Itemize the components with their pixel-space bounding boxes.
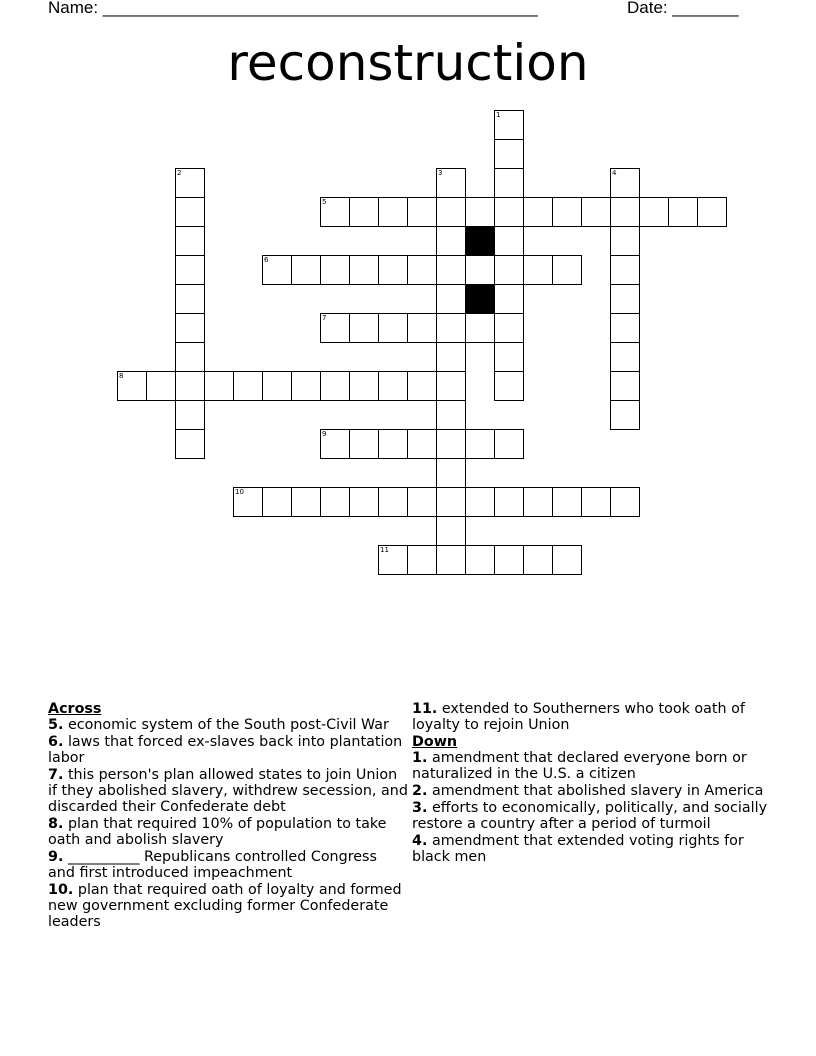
down-clue-4 [412,833,772,865]
clue-number-label: 5 [322,198,327,206]
across-clue-9 [48,849,408,881]
down-heading: Down [412,734,458,750]
grid-cell[interactable] [465,429,495,459]
grid-cell[interactable] [175,342,205,372]
grid-cell[interactable] [436,197,466,227]
grid-cell[interactable] [494,371,524,401]
across-clue-7 [48,767,408,815]
grid-cell[interactable] [262,487,292,517]
grid-cell[interactable] [320,429,350,459]
clue-number-label: 11 [380,546,389,554]
grid-cell[interactable] [697,197,727,227]
clue-text: this person's plan allowed states to join Union if they abolished slavery, withdrew secession, and discarded their Confederate debt [48,767,408,815]
date-field-label: Date: _______ [627,0,739,17]
clues-right-column [412,701,772,866]
grid-cell[interactable] [436,371,466,401]
grid-cell[interactable] [610,342,640,372]
grid-cell[interactable] [349,255,379,285]
grid-cell[interactable] [378,429,408,459]
grid-cell[interactable] [349,487,379,517]
grid-cell[interactable] [175,313,205,343]
across-clue-8 [48,816,408,848]
grid-cell[interactable] [262,255,292,285]
down-clue-1 [412,750,772,782]
grid-cell[interactable] [378,313,408,343]
grid-cell[interactable] [175,400,205,430]
grid-cell[interactable] [494,110,524,140]
grid-cell[interactable] [494,284,524,314]
grid-cell[interactable] [175,255,205,285]
grid-cell[interactable] [610,255,640,285]
clue-text: laws that forced ex-slaves back into plantation labor [48,734,403,766]
clue-text: amendment that extended voting rights for black men [412,833,744,865]
grid-cell[interactable] [436,516,466,546]
grid-cell[interactable] [378,545,408,575]
clue-text: efforts to economically, politically, and socially restore a country after a period of turmoil [412,800,768,832]
clue-number-label: 8 [119,372,124,380]
clue-number: 5. [48,717,64,733]
grid-cell[interactable] [494,197,524,227]
grid-cell[interactable] [494,168,524,198]
clue-text: extended to Southerners who took oath of loyalty to rejoin Union [412,701,745,733]
down-clue-list [412,750,772,865]
grid-cell[interactable] [436,429,466,459]
clues-left-column [48,701,408,931]
grid-cell[interactable] [465,545,495,575]
clue-number-label: 9 [322,430,327,438]
grid-cell[interactable] [349,197,379,227]
grid-cell[interactable] [320,487,350,517]
grid-cell[interactable] [378,371,408,401]
grid-cell[interactable] [175,429,205,459]
clue-text: plan that required oath of loyalty and formed new government excluding former Confederate leaders [48,882,402,930]
puzzle-title: reconstruction [227,34,589,92]
grid-cell[interactable] [291,487,321,517]
grid-cell[interactable] [494,429,524,459]
grid-cell[interactable] [465,255,495,285]
grid-cell[interactable] [233,487,263,517]
grid-cell[interactable] [407,313,437,343]
grid-cell[interactable] [610,168,640,198]
clue-number-label: 6 [264,256,269,264]
grid-cell[interactable] [436,255,466,285]
grid-cell[interactable] [581,487,611,517]
grid-cell[interactable] [117,371,147,401]
clue-number: 10. [48,882,74,898]
across-clue-10 [48,882,408,930]
grid-cell[interactable] [610,371,640,401]
grid-cell[interactable] [349,429,379,459]
grid-cell[interactable] [349,371,379,401]
clue-number-label: 4 [612,169,617,177]
clue-number-label: 3 [438,169,443,177]
grid-cell[interactable] [610,284,640,314]
grid-cell[interactable] [494,313,524,343]
across-clue-list [48,717,408,930]
grid-cell[interactable] [494,545,524,575]
down-clue-3 [412,800,772,832]
clue-number: 6. [48,734,64,750]
clue-text: economic system of the South post-Civil War [67,717,389,733]
clue-text: amendment that declared everyone born or naturalized in the U.S. a citizen [412,750,747,782]
grid-cell[interactable] [610,197,640,227]
clue-number-label: 2 [177,169,182,177]
grid-cell[interactable] [523,487,553,517]
grid-cell[interactable] [465,313,495,343]
grid-cell[interactable] [465,487,495,517]
grid-cell[interactable] [436,284,466,314]
grid-cell[interactable] [610,313,640,343]
grid-cell[interactable] [349,313,379,343]
clue-text: plan that required 10% of population to take oath and abolish slavery [48,816,387,848]
grid-cell[interactable] [204,371,234,401]
clue-number: 3. [412,800,428,816]
across-clue-6 [48,734,408,766]
grid-cell[interactable] [146,371,176,401]
clue-number: 1. [412,750,428,766]
grid-cell[interactable] [494,226,524,256]
grid-cell[interactable] [639,197,669,227]
grid-cell[interactable] [436,342,466,372]
grid-cell[interactable] [436,168,466,198]
across-heading: Across [48,701,102,717]
clue-number: 7. [48,767,64,783]
clue-number: 8. [48,816,64,832]
grid-cell[interactable] [378,487,408,517]
grid-cell[interactable] [436,226,466,256]
grid-cell[interactable] [436,545,466,575]
grid-cell[interactable] [436,313,466,343]
grid-cell[interactable] [291,255,321,285]
grid-cell[interactable] [320,255,350,285]
grid-cell[interactable] [320,197,350,227]
grid-cell[interactable] [320,371,350,401]
grid-cell[interactable] [610,226,640,256]
black-square [465,284,495,314]
grid-cell[interactable] [320,313,350,343]
grid-cell[interactable] [523,197,553,227]
grid-cell[interactable] [581,197,611,227]
grid-cell[interactable] [494,255,524,285]
grid-cell[interactable] [175,284,205,314]
grid-cell[interactable] [552,197,582,227]
grid-cell[interactable] [552,487,582,517]
grid-cell[interactable] [436,487,466,517]
grid-cell[interactable] [436,458,466,488]
clue-text: __________ Republicans controlled Congress and first introduced impeachment [48,849,377,881]
clue-number-label: 7 [322,314,327,322]
grid-cell[interactable] [291,371,321,401]
grid-cell[interactable] [407,429,437,459]
grid-cell[interactable] [523,545,553,575]
grid-cell[interactable] [175,226,205,256]
grid-cell[interactable] [668,197,698,227]
grid-cell[interactable] [494,342,524,372]
grid-cell[interactable] [552,545,582,575]
grid-cell[interactable] [465,197,495,227]
grid-cell[interactable] [552,255,582,285]
grid-cell[interactable] [407,255,437,285]
grid-cell[interactable] [407,371,437,401]
grid-cell[interactable] [407,545,437,575]
black-square [465,226,495,256]
grid-cell[interactable] [494,487,524,517]
name-field-label: Name: ______________________________________________ [48,0,538,17]
grid-cell[interactable] [610,487,640,517]
grid-cell[interactable] [610,400,640,430]
grid-cell[interactable] [378,255,408,285]
grid-cell[interactable] [175,371,205,401]
grid-cell[interactable] [523,255,553,285]
clue-number-label: 10 [235,488,244,496]
grid-cell[interactable] [233,371,263,401]
grid-cell[interactable] [407,197,437,227]
grid-cell[interactable] [175,168,205,198]
grid-cell[interactable] [378,197,408,227]
clue-number: 4. [412,833,428,849]
grid-cell[interactable] [262,371,292,401]
clue-number: 11. [412,701,438,717]
clue-number: 2. [412,783,428,799]
clue-number: 9. [48,849,64,865]
grid-cell[interactable] [407,487,437,517]
across-clue-5 [48,717,408,733]
grid-cell[interactable] [494,139,524,169]
across-clue-11 [412,701,772,733]
clue-number-label: 1 [496,111,501,119]
grid-cell[interactable] [175,197,205,227]
down-clue-2 [412,783,772,799]
grid-cell[interactable] [436,400,466,430]
clue-text: amendment that abolished slavery in America [431,783,764,799]
